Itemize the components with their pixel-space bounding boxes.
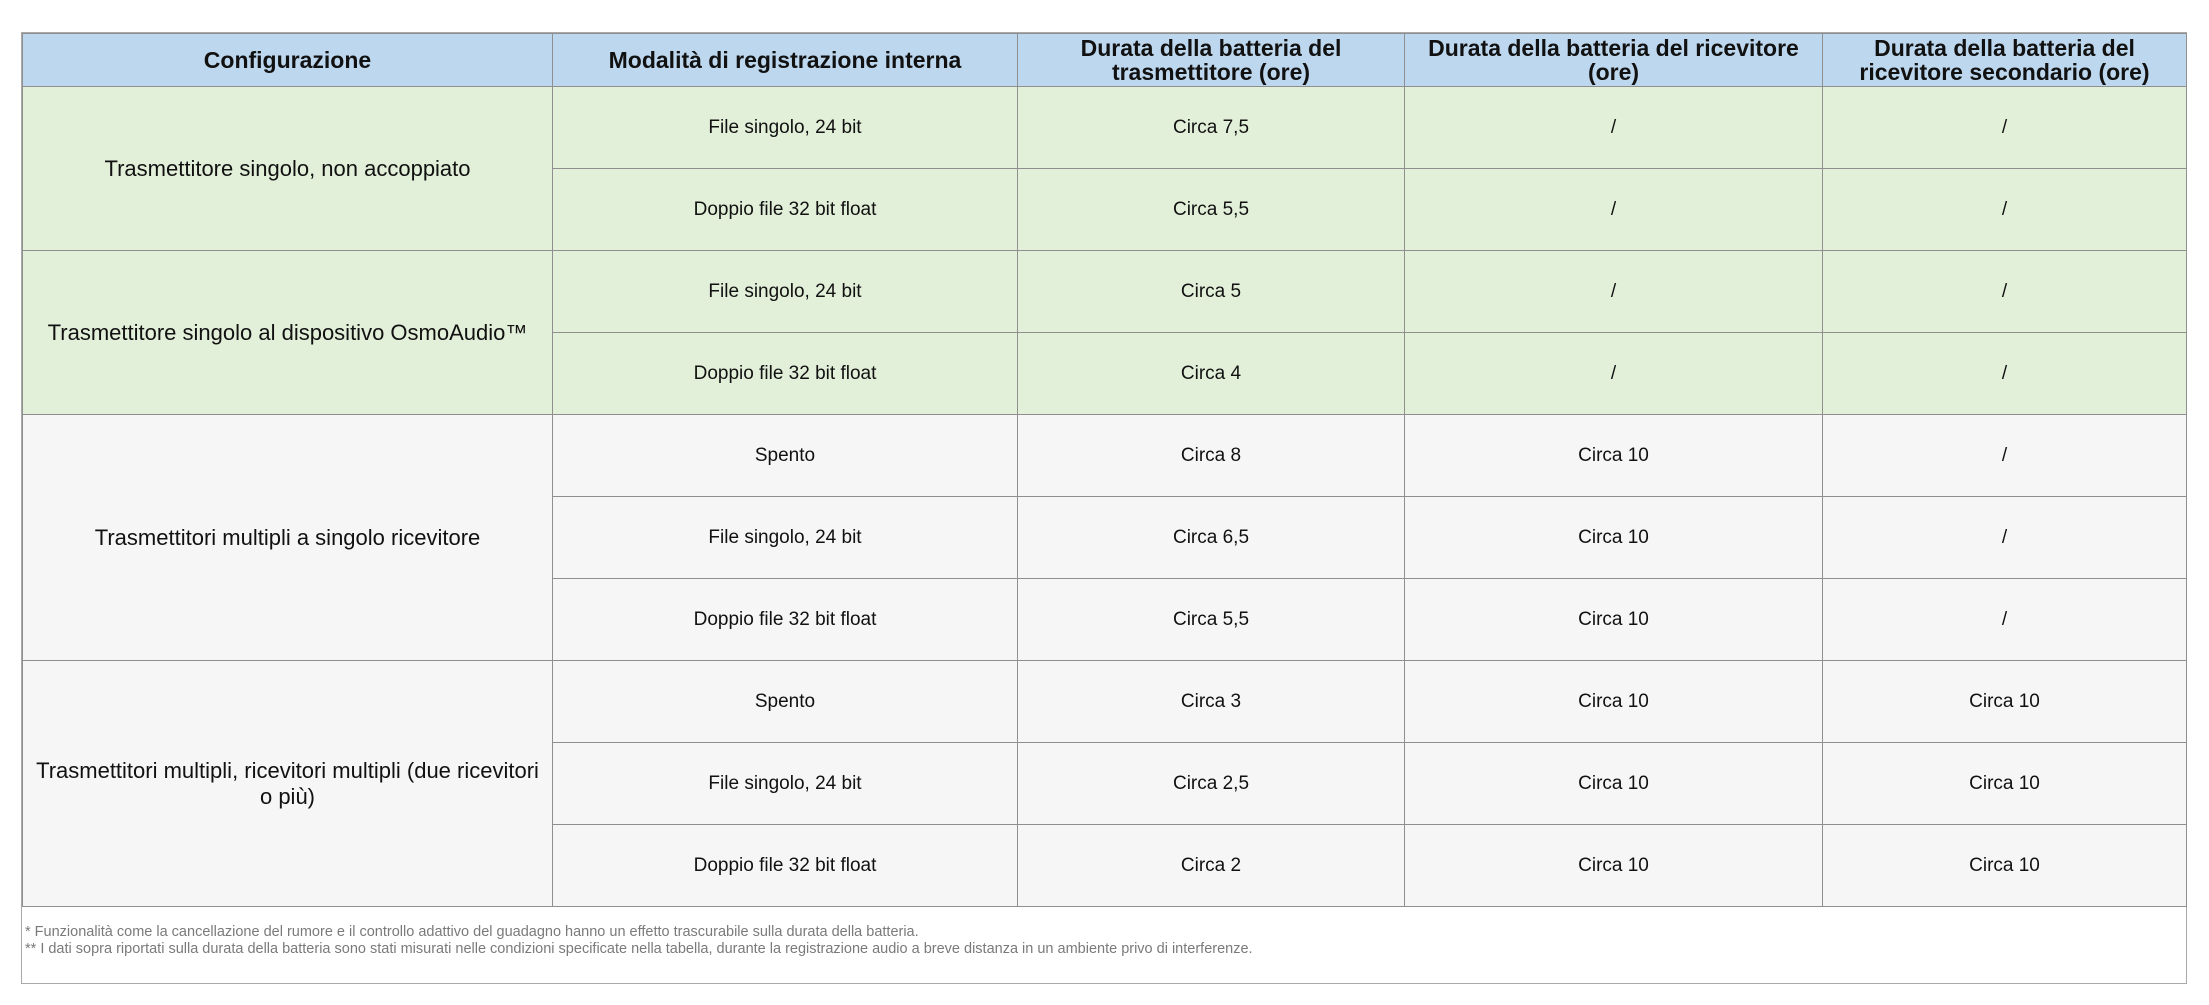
rx-cell: Circa 10	[1405, 579, 1823, 661]
rx2-cell: /	[1823, 169, 2187, 251]
mode-cell: File singolo, 24 bit	[553, 743, 1018, 825]
tx-cell: Circa 8	[1018, 415, 1405, 497]
rx-cell: /	[1405, 87, 1823, 169]
tx-cell: Circa 4	[1018, 333, 1405, 415]
tx-cell: Circa 2,5	[1018, 743, 1405, 825]
config-cell: Trasmettitore singolo al dispositivo OsmoAudio™	[23, 251, 553, 415]
config-cell: Trasmettitori multipli a singolo ricevitore	[23, 415, 553, 661]
mode-cell: Doppio file 32 bit float	[553, 579, 1018, 661]
mode-cell: File singolo, 24 bit	[553, 497, 1018, 579]
rx2-cell: /	[1823, 579, 2187, 661]
mode-cell: Doppio file 32 bit float	[553, 169, 1018, 251]
battery-life-table	[22, 33, 2187, 907]
mode-cell: Doppio file 32 bit float	[553, 333, 1018, 415]
mode-cell: File singolo, 24 bit	[553, 251, 1018, 333]
rx2-cell: Circa 10	[1823, 743, 2187, 825]
header-recording-mode: Modalità di registrazione interna	[553, 34, 1018, 87]
tx-cell: Circa 5,5	[1018, 579, 1405, 661]
rx-cell: /	[1405, 333, 1823, 415]
rx2-cell: /	[1823, 497, 2187, 579]
footnote-2: ** I dati sopra riportati sulla durata della batteria sono stati misurati nelle condizioni specificate nella tabella, durante la registrazione audio a breve distanza in un ambiente privo di interferenze.	[25, 941, 1253, 957]
footnotes	[25, 924, 2175, 958]
tx-cell: Circa 5,5	[1018, 169, 1405, 251]
header-row	[23, 34, 2187, 87]
mode-cell: Doppio file 32 bit float	[553, 825, 1018, 907]
tx-cell: Circa 6,5	[1018, 497, 1405, 579]
battery-life-table-container	[21, 32, 2187, 984]
rx2-cell: /	[1823, 251, 2187, 333]
rx2-cell: Circa 10	[1823, 825, 2187, 907]
rx-cell: Circa 10	[1405, 415, 1823, 497]
config-cell: Trasmettitore singolo, non accoppiato	[23, 87, 553, 251]
rx2-cell: /	[1823, 333, 2187, 415]
tx-cell: Circa 5	[1018, 251, 1405, 333]
mode-cell: File singolo, 24 bit	[553, 87, 1018, 169]
header-receiver-battery: Durata della batteria del ricevitore (ore)	[1405, 34, 1823, 87]
rx-cell: Circa 10	[1405, 497, 1823, 579]
config-cell: Trasmettitori multipli, ricevitori multipli (due ricevitori o più)	[23, 661, 553, 907]
rx2-cell: /	[1823, 415, 2187, 497]
header-transmitter-battery: Durata della batteria del trasmettitore (ore)	[1018, 34, 1405, 87]
mode-cell: Spento	[553, 415, 1018, 497]
rx-cell: /	[1405, 169, 1823, 251]
table-row	[23, 415, 2187, 497]
table-row	[23, 87, 2187, 169]
rx-cell: Circa 10	[1405, 661, 1823, 743]
rx-cell: Circa 10	[1405, 743, 1823, 825]
rx-cell: Circa 10	[1405, 825, 1823, 907]
header-config: Configurazione	[23, 34, 553, 87]
tx-cell: Circa 3	[1018, 661, 1405, 743]
tx-cell: Circa 2	[1018, 825, 1405, 907]
table-row	[23, 661, 2187, 743]
header-secondary-receiver-battery: Durata della batteria del ricevitore secondario (ore)	[1823, 34, 2187, 87]
rx2-cell: Circa 10	[1823, 661, 2187, 743]
rx2-cell: /	[1823, 87, 2187, 169]
tx-cell: Circa 7,5	[1018, 87, 1405, 169]
mode-cell: Spento	[553, 661, 1018, 743]
table-row	[23, 251, 2187, 333]
rx-cell: /	[1405, 251, 1823, 333]
footnote-1: * Funzionalità come la cancellazione del rumore e il controllo adattivo del guadagno hanno un effetto trascurabile sulla durata della batteria.	[25, 924, 919, 940]
